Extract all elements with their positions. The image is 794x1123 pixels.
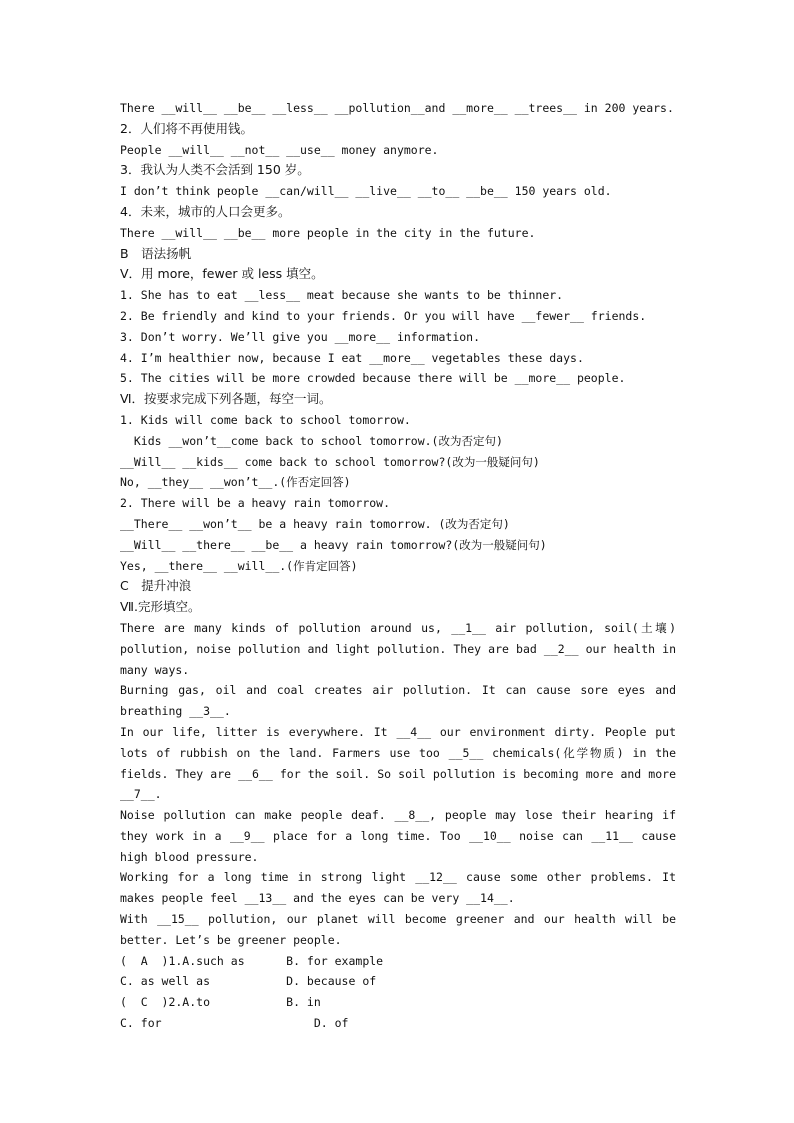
exercise-vi-q1-answer: No, __they__ __won’t__.(作否定回答) — [120, 475, 351, 490]
exercise-vi-q1-question: __Will__ __kids__ come back to school tomorrow?(改为一般疑问句) — [120, 454, 540, 469]
question-3-cn: 3．我认为人类不会活到 150 岁。 — [120, 162, 310, 178]
cloze-paragraph-2: Burning gas, oil and coal creates air pollution. It can cause sore eyes and breathing __3__. — [120, 683, 676, 719]
answer-line-2: People __will__ __not__ __use__ money anymore. — [120, 142, 439, 157]
exercise-v-item-1: 1. She has to eat __less__ meat because she wants to be thinner. — [120, 288, 564, 303]
answer-line-3: I don’t think people __can/will__ __live__ __to__ __be__ 150 years old. — [120, 184, 612, 199]
exercise-vi-q1: 1. Kids will come back to school tomorrow. — [120, 412, 411, 427]
cloze-paragraph-1: There are many kinds of pollution around us, __1__ air pollution, soil(土壤) pollution, noise pollution and light pollution. They are bad __2__ our health in many ways. — [120, 620, 676, 677]
exercise-vi-q2-answer: Yes, __there__ __will__.(作肯定回答) — [120, 558, 358, 573]
answer-line-1: There __will__ __be__ __less__ __pollution__and __more__ __trees__ in 200 years. — [120, 101, 674, 115]
exercise-vii-heading: Ⅶ.完形填空。 — [120, 599, 201, 615]
section-c-heading: C 提升冲浪 — [120, 578, 192, 594]
question-4-cn: 4．未来，城市的人口会更多。 — [120, 203, 291, 219]
cloze-paragraph-5: Working for a long time in strong light __12__ cause some other problems. It makes people feel __13__ and the eyes can be very __14__. — [120, 870, 676, 906]
exercise-vi-q2-negative: __There__ __won’t__ be a heavy rain tomorrow. (改为否定句) — [120, 516, 510, 531]
cloze-paragraph-6: With __15__ pollution, our planet will become greener and our health will be better. Let’s be greener people. — [120, 912, 676, 947]
section-b-heading: B 语法扬帆 — [120, 245, 192, 261]
exercise-v-item-3: 3. Don’t worry. We’ll give you __more__ information. — [120, 329, 481, 344]
exercise-v-heading: Ⅴ．用 more，fewer 或 less 填空。 — [120, 266, 324, 282]
exercise-vi-q1-negative: Kids __won’t__come back to school tomorrow.(改为否定句) — [120, 433, 503, 448]
exercise-vi-q2: 2. There will be a heavy rain tomorrow. — [120, 496, 391, 511]
option-line-3: ( C )2.A.to B. in — [120, 995, 321, 1010]
answer-line-4: There __will__ __be__ more people in the city in the future. — [120, 225, 536, 240]
cloze-paragraph-3: In our life, litter is everywhere. It __4__ our environment dirty. People put lots of rubbish on the land. Farmers use too __5__ chemicals(化学物质) in the fields. They are __6__ for the soil. So soil pollution is becoming more and more __7__. — [120, 724, 676, 802]
exercise-v-item-5: 5. The cities will be more crowded because there will be __more__ people. — [120, 371, 626, 386]
exercise-vi-heading: Ⅵ．按要求完成下列各题，每空一词。 — [120, 391, 332, 407]
option-line-4: C. for D. of — [120, 1016, 349, 1031]
cloze-paragraph-4: Noise pollution can make people deaf. __8__, people may lose their hearing if they work in a __9__ place for a long time. Too __10__ noise can __11__ cause high blood pressure. — [120, 808, 676, 864]
exercise-vi-q2-question: __Will__ __there__ __be__ a heavy rain tomorrow?(改为一般疑问句) — [120, 537, 547, 552]
exercise-v-item-2: 2. Be friendly and kind to your friends. Or you will have __fewer__ friends. — [120, 308, 647, 323]
option-line-1: ( A )1.A.such as B. for example — [120, 953, 384, 968]
exercise-v-item-4: 4. I’m healthier now, because I eat __more__ vegetables these days. — [120, 350, 584, 365]
option-line-2: C. as well as D. because of — [120, 974, 377, 989]
worksheet-page — [120, 98, 676, 1034]
question-2-cn: 2．人们将不再使用钱。 — [120, 120, 253, 136]
